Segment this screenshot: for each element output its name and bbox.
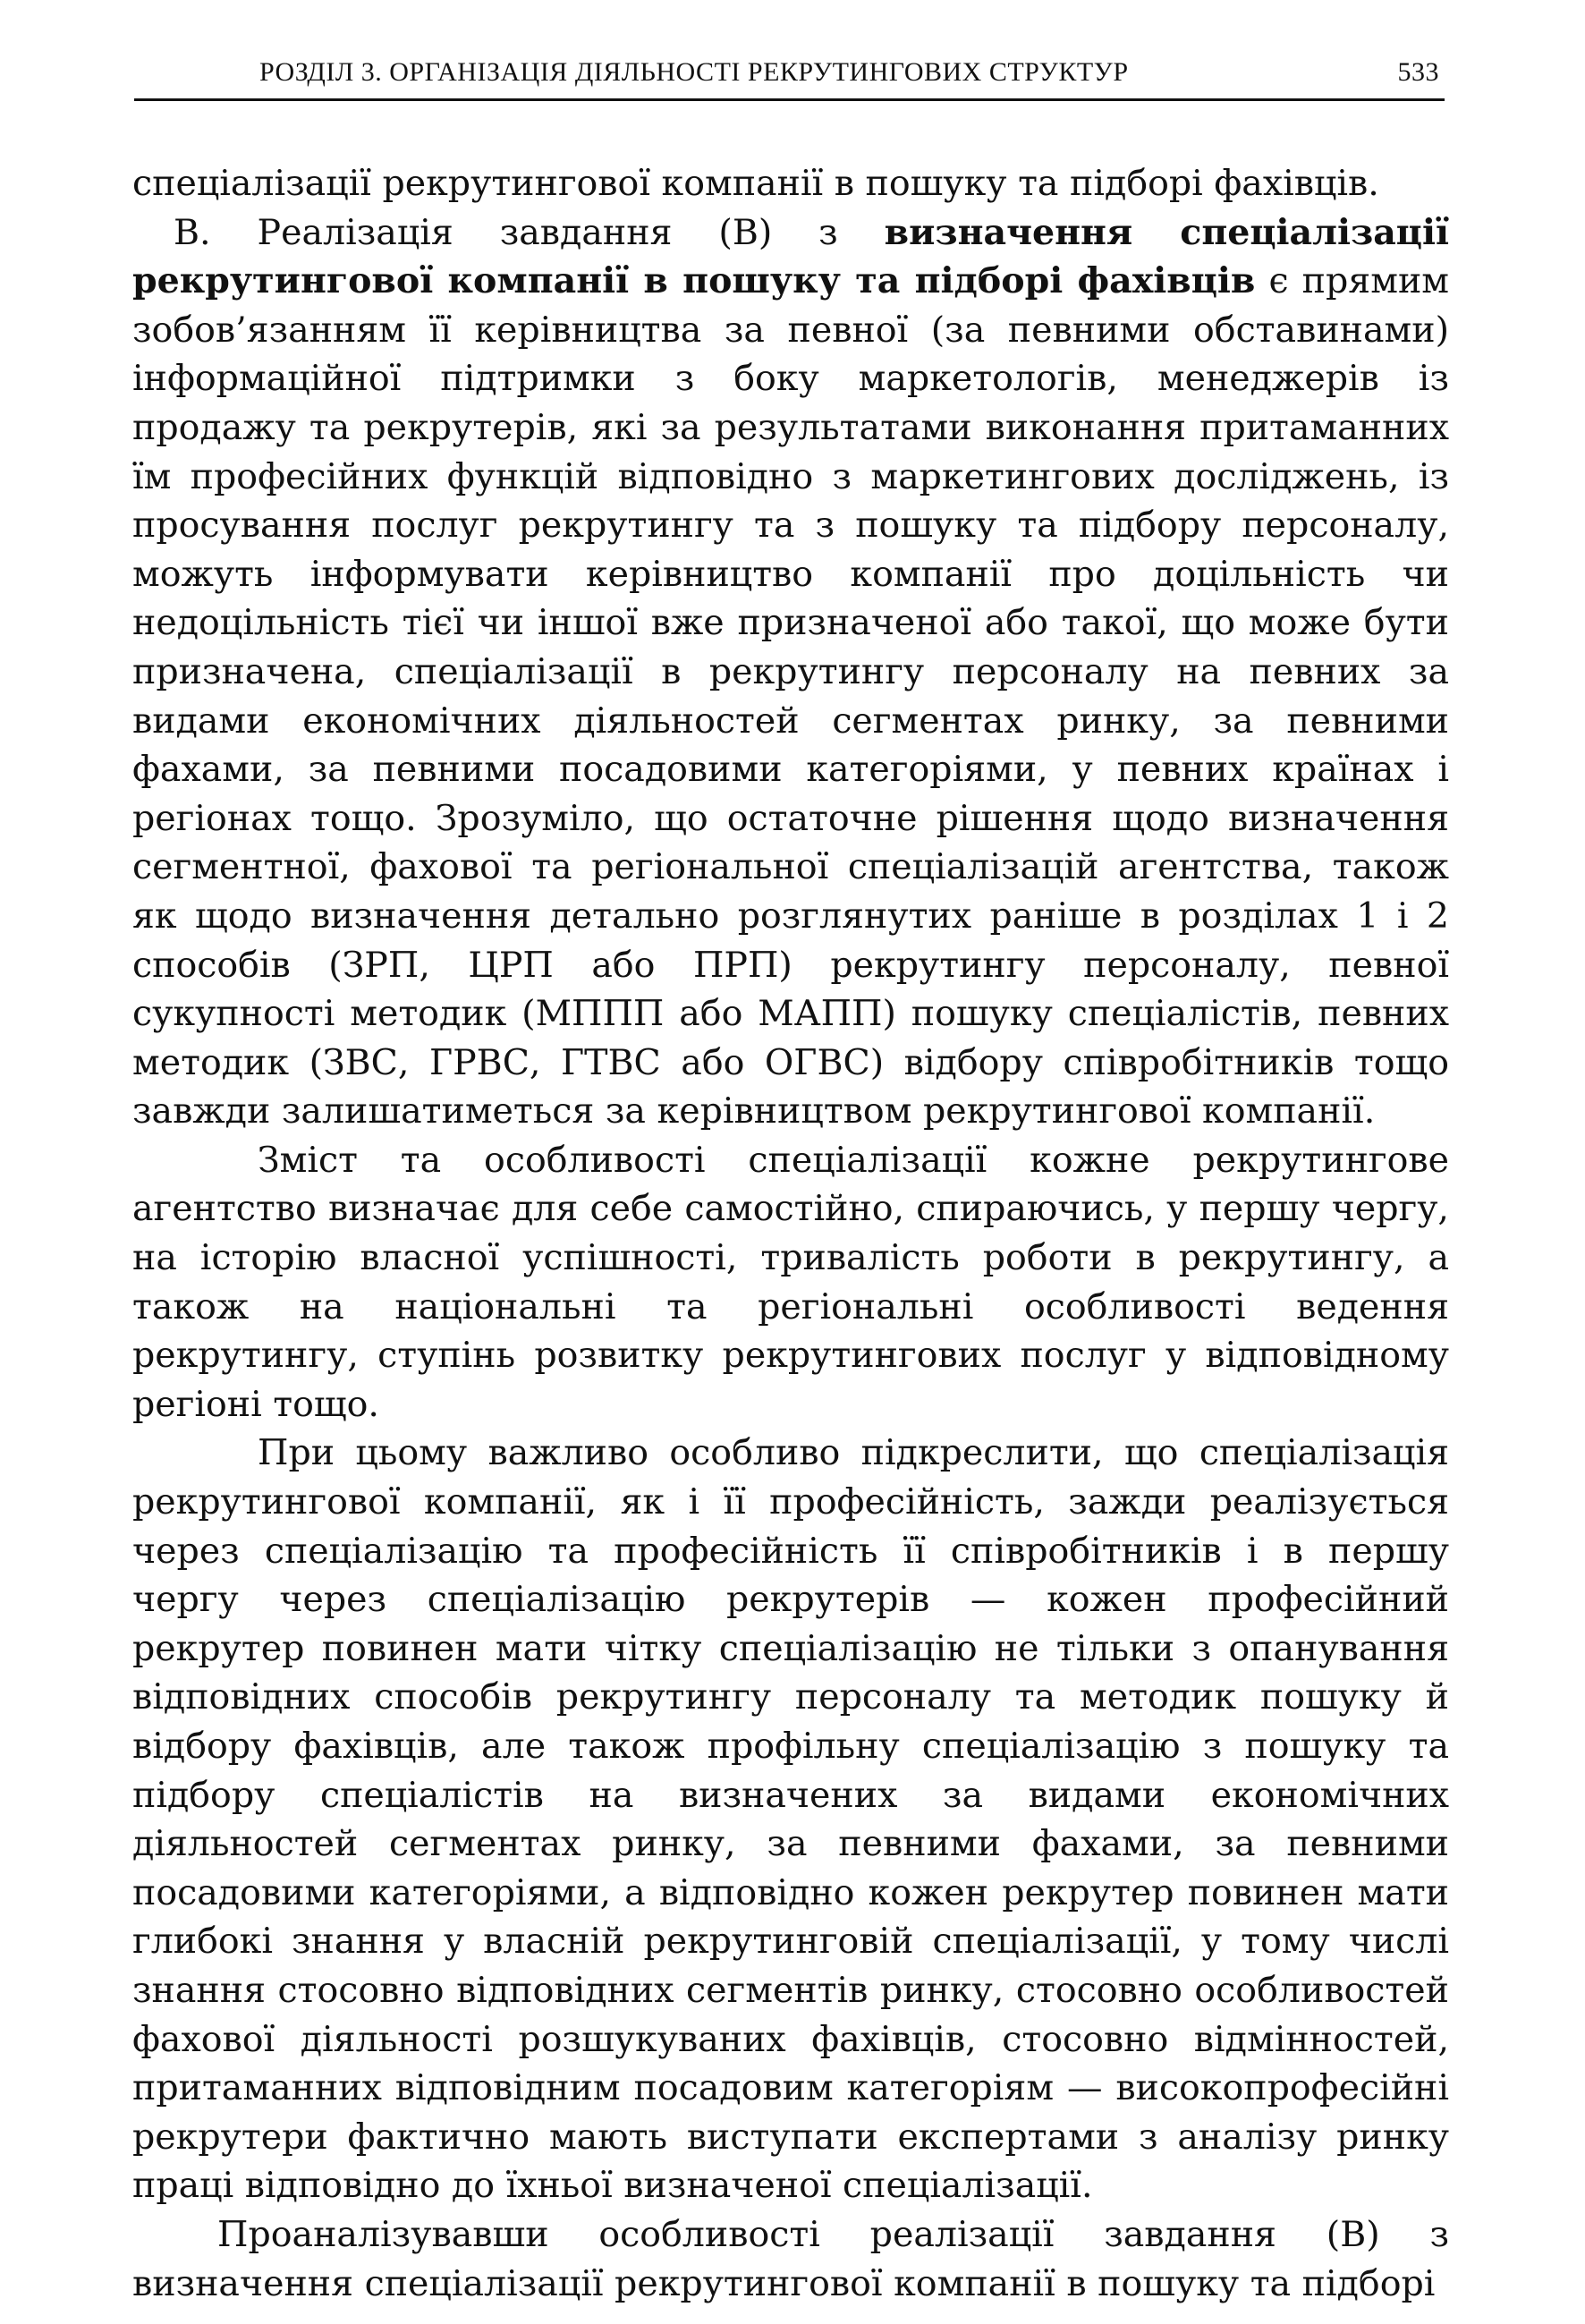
paragraph-text: Проаналізувавши особливості реалізації завдання (В) з визначення спеціалізації рекрутингової компанії в пошуку та підборі [132,2213,1449,2304]
paragraph-text: є прямим зобов’язанням її керівництва за певної (за певними обставинами) інформаційної підтримки з боку маркетологів, менеджерів із продажу та рекрутерів, які за результатами виконання притаманних їм професійних функцій відповідно з маркетингових досліджень, із просування послуг рекрутингу та з пошуку та підбору персоналу, можуть інформувати керівництво компанії про доцільність чи недоцільність тієї чи іншої вже призначеної або такої, що може бути призначена, спеціалізації в рекрутингу персоналу на певних за видами економічних діяльностей сегментах ринку, за певними фахами, за певними посадовими категоріями, у певних країнах і регіонах тощо. Зрозуміло, що остаточне рішення щодо визначення сегментної, фахової та регіональної спеціалізацій агентства, також як щодо визначення детально розглянутих раніше в розділах 1 і 2 способів (ЗРП, ЦРП або ПРП) рекрутингу персоналу, певної сукупності методик (МППП або МАПП) пошуку спеціалістів, певних методик (ЗВС, ГРВС, ГТВС або ОГВС) відбору співробітників тощо завжди залишатиметься за керівництвом рекрутингової компанії. [132,260,1449,1132]
paragraph-specialization-content [132,1136,1449,1429]
running-title: РОЗДІЛ 3. ОРГАНІЗАЦІЯ ДІЯЛЬНОСТІ РЕКРУТИНГОВИХ СТРУКТУР [259,57,1129,87]
running-header [134,52,1445,101]
page-number: 533 [1397,57,1439,87]
bold-emphasis: визначення спеціалізації рекрутингової компанії в пошуку та підборі фахівців [132,211,1449,302]
paragraph-text: При цьому важливо особливо підкреслити, що спеціалізація рекрутингової компанії, як і її професійність, зажди реалізується через спеціалізацію та професійність її співробітників і в першу чергу через спеціалізацію рекрутерів — кожен професійний рекрутер повинен мати чітку спеціалізацію не тільки з опанування відповідних способів рекрутингу персоналу та методик пошуку й відбору фахівців, але також профільну спеціалізацію з пошуку та підбору спеціалістів на визначених за видами економічних діяльностей сегментах ринку, за певними фахами, за певними посадовими категоріями, а відповідно кожен рекрутер повинен мати глибокі знання у власній рекрутинговій спеціалізації, у тому числі знання стосовно відповідних сегментів ринку, стосовно особливостей фахової діяльності розшукуваних фахівців, стосовно відмінностей, притаманних відповідним посадовим категоріям — високопрофесійні рекрутери фактично мають виступати експертами з аналізу ринку праці відповідно до їхньої визначеної спеціалізації. [132,1432,1449,2207]
paragraph-task-b [132,208,1449,1136]
paragraph-recruiter-specialization [132,1429,1449,2210]
paragraph-conclusion [132,2210,1449,2308]
paragraph-text: спеціалізації рекрутингової компанії в пошуку та підборі фахівців. [132,163,1379,204]
paragraph-text: Зміст та особливості спеціалізації кожне рекрутингове агентство визначає для себе самостійно, спираючись, у першу чергу, на історію власної успішності, тривалість роботи в рекрутингу, а також на національні та регіональні особливості ведення рекрутингу, ступінь розвитку рекрутингових послуг у відповідному регіоні тощо. [132,1139,1449,1425]
body-text [132,159,1449,2308]
paragraph-continuation [132,159,1449,208]
paragraph-lead-text: В. Реалізація завдання (В) з [174,211,885,253]
